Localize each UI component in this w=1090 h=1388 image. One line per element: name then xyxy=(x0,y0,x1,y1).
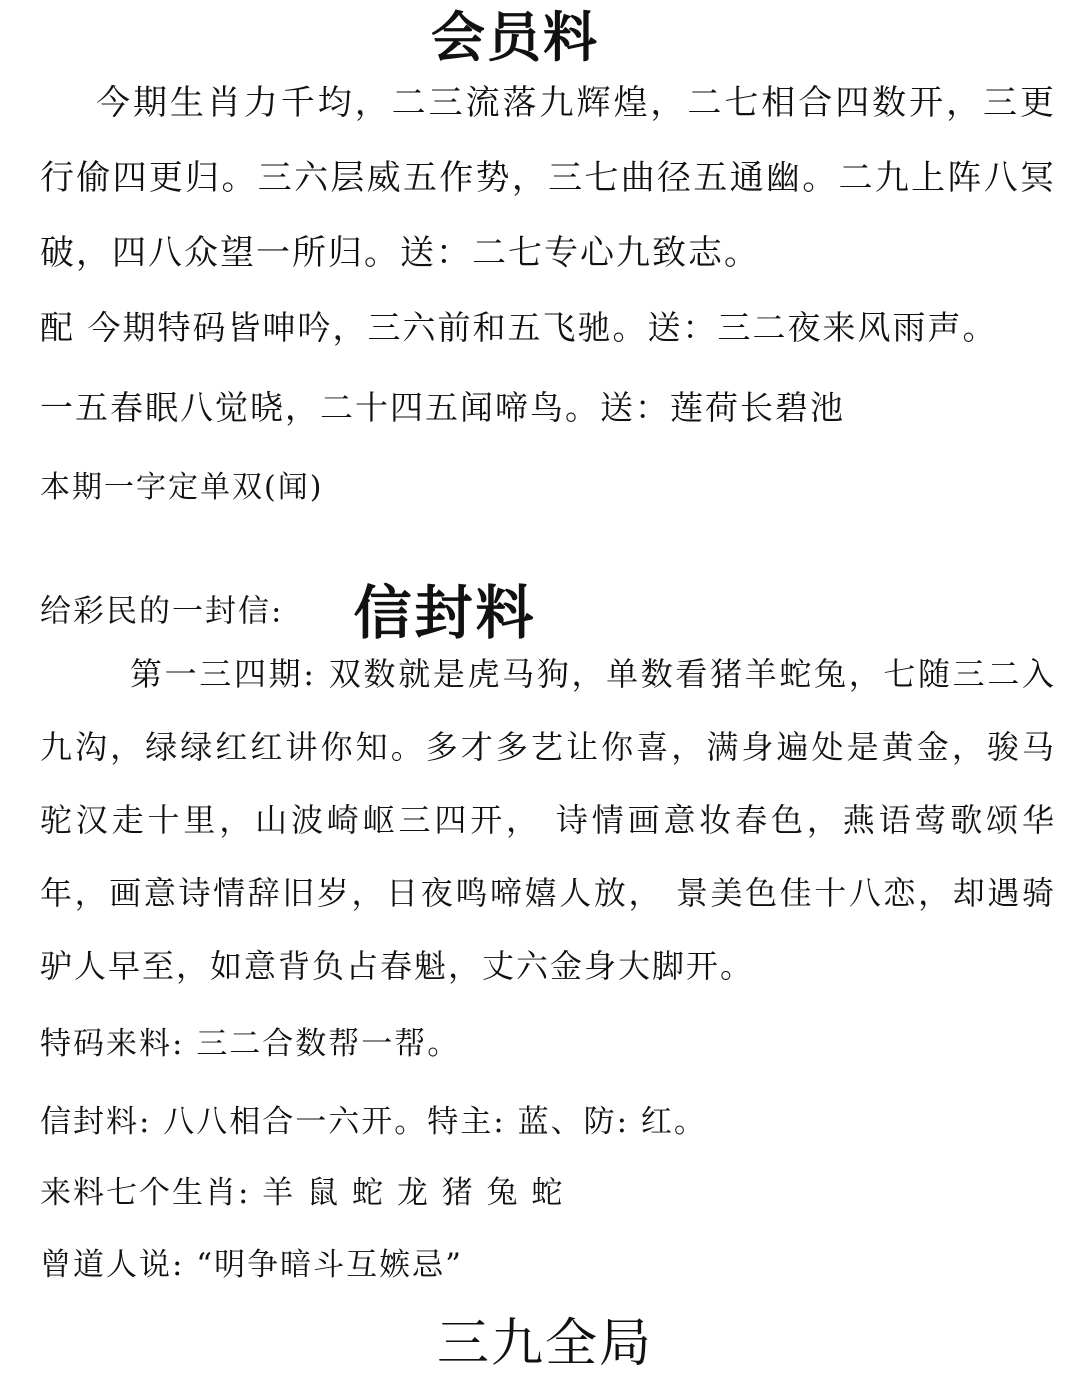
member-title: 会员料 xyxy=(431,5,599,69)
envelope-material: 信封料: 八八相合一六开。特主: 蓝、防: 红。 xyxy=(40,1104,707,1140)
letter-header xyxy=(40,566,537,647)
quote-line: 曾道人说: “明争暗斗互嫉忌” xyxy=(40,1247,463,1283)
footer-title: 三九全局 xyxy=(436,1314,653,1374)
member-paragraph: 今期生肖力千均，二三流落九辉煌，二七相合四数开，三更行偷四更归。三六层威五作势，三七曲径五通幽。二九上阵八冥破，四八众望一所归。送：二七专心九致志。 xyxy=(40,83,1056,273)
letter-lead: 给彩民的一封信: xyxy=(40,593,284,630)
letter-title: 信封料 xyxy=(353,579,537,647)
letter-paragraph: 第一三四期: 双数就是虎马狗，单数看猪羊蛇兔，七随三二入九沟，绿绿红红讲你知。多才多艺让你喜，满身遍处是黄金，骏马驼汉走十里，山波崎岖三四开， 诗情画意妆春色，燕语莺歌颂华年，画意诗情辞旧岁，日夜鸣啼嬉人放， 景美色佳十八恋，却遇骑驴人早至，如意背负占春魁，丈六金身大脚开。 xyxy=(40,655,1056,985)
member-line-3: 本期一字定单双(闻) xyxy=(40,470,324,505)
seven-zodiacs: 来料七个生肖: 羊 鼠 蛇 龙 猪 兔 蛇 xyxy=(40,1175,565,1211)
special-material: 特码来料: 三二合数帮一帮。 xyxy=(40,1026,461,1062)
member-line-2: 一五春眠八觉晓，二十四五闻啼鸟。送：莲荷长碧池 xyxy=(40,388,845,427)
member-line-1: 配 今期特码皆呻吟，三六前和五飞驰。送：三二夜来风雨声。 xyxy=(40,308,998,347)
